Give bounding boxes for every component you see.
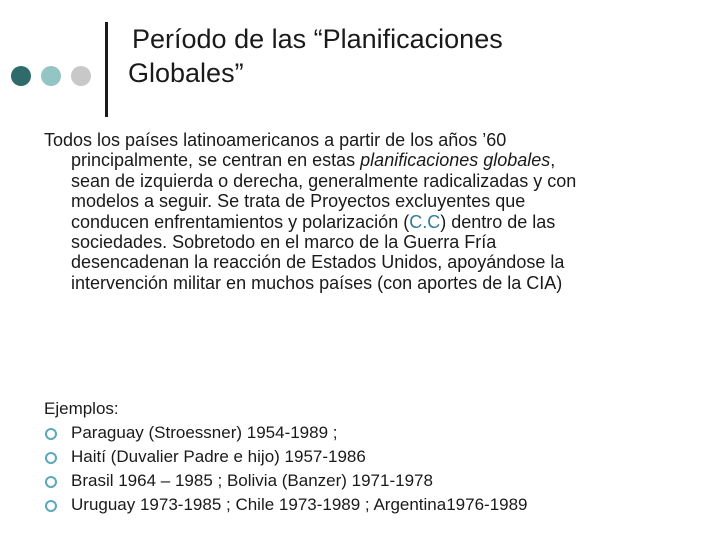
list-item-text: Brasil 1964 – 1985 ; Bolivia (Banzer) 1971-1978 (71, 471, 433, 490)
body-line: Todos los países latinoamericanos a partir de los años ’60 (44, 130, 507, 150)
body-line: modelos a seguir. Se trata de Proyectos excluyentes que (71, 191, 526, 212)
ring-bullet-icon (45, 476, 57, 488)
list-item (44, 469, 694, 493)
body-line-text: ) dentro de las (440, 211, 556, 232)
body-paragraph (44, 130, 694, 293)
body-line (44, 212, 694, 232)
ring-bullet-icon (45, 500, 57, 512)
body-line: desencadenan la reacción de Estados Unidos, apoyándose la (71, 252, 565, 273)
page-title (128, 22, 698, 90)
title-divider (105, 22, 108, 117)
body-line-text: , (550, 150, 556, 171)
title-line-2: Globales” (128, 58, 244, 88)
body-line: sean de izquierda o derecha, generalmente radicalizadas y con (71, 170, 577, 191)
body-line: sociedades. Sobretodo en el marco de la Guerra Fría (71, 232, 497, 253)
list-item (44, 493, 694, 517)
decor-dot-mid (41, 66, 61, 86)
list-item (44, 445, 694, 469)
examples-label: Ejemplos: (44, 399, 119, 418)
body-line-text: principalmente, se centran en estas (71, 150, 361, 171)
list-item-text: Paraguay (Stroessner) 1954-1989 ; (71, 423, 338, 442)
title-line-1: Período de las “Planificaciones (132, 24, 503, 54)
list-item (44, 421, 694, 445)
ring-bullet-icon (45, 428, 57, 440)
body-line (44, 150, 694, 170)
body-line: intervención militar en muchos países (con aportes de la CIA) (71, 272, 563, 293)
body-line-text: conducen enfrentamientos y polarización ( (71, 211, 410, 232)
examples-section (44, 397, 694, 517)
examples-list (44, 421, 694, 517)
cc-abbreviation: C.C (409, 211, 441, 232)
emphasis-text: planificaciones globales (360, 150, 551, 171)
decor-dot-light (71, 66, 91, 86)
list-item-text: Uruguay 1973-1985 ; Chile 1973-1989 ; Argentina1976-1989 (71, 495, 528, 514)
list-item-text: Haití (Duvalier Padre e hijo) 1957-1986 (71, 447, 366, 466)
ring-bullet-icon (45, 452, 57, 464)
decor-dot-dark (11, 66, 31, 86)
